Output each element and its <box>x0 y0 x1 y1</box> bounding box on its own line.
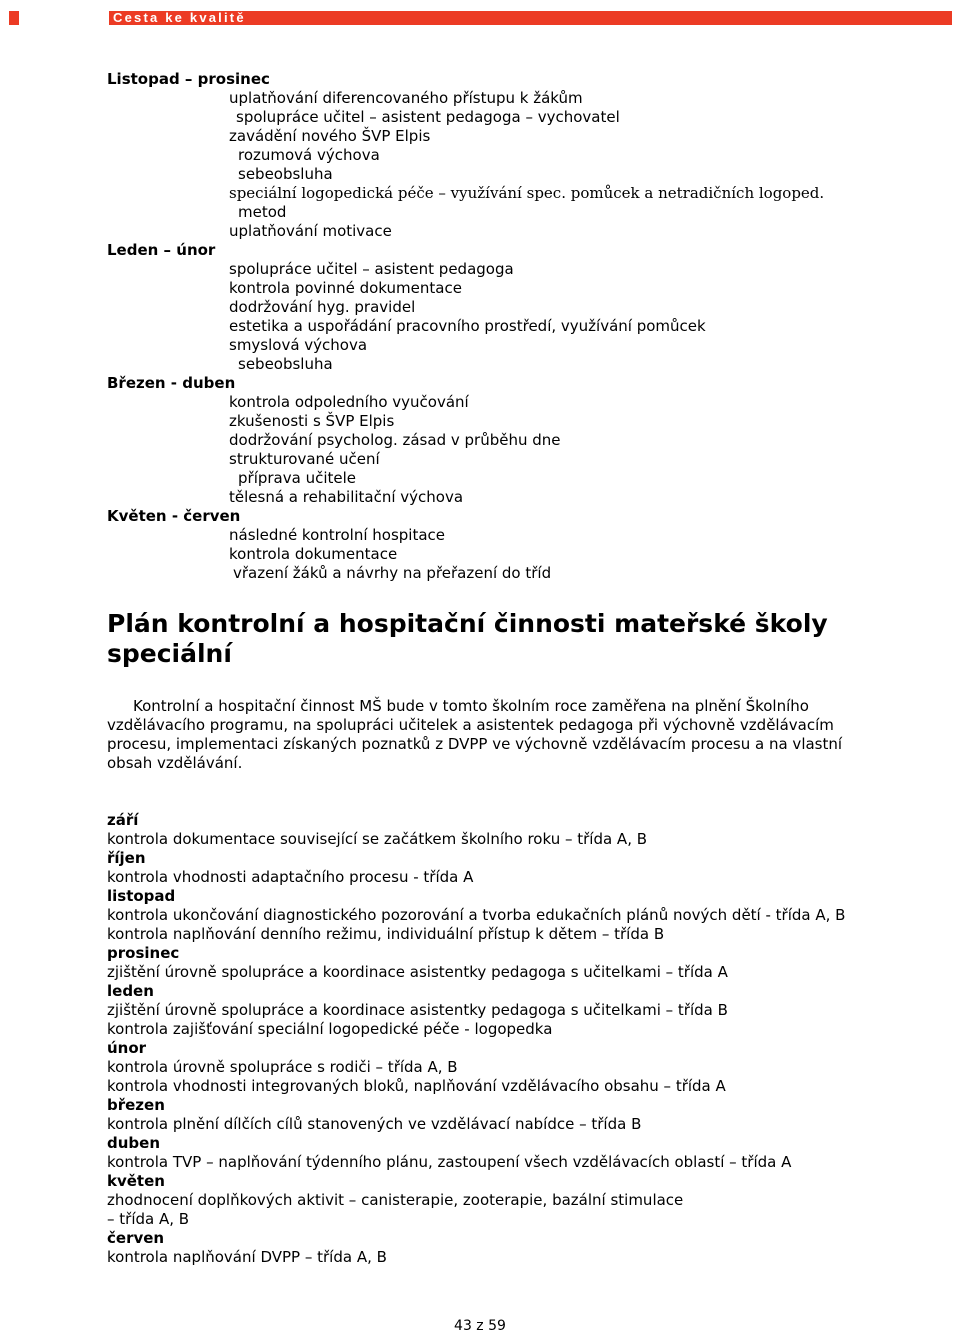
month-heading: duben <box>107 1134 161 1152</box>
section-title: Plán kontrolní a hospitační činnosti mateřské školy speciální <box>107 609 828 668</box>
list-item: kontrola vhodnosti integrovaných bloků, naplňování vzdělávacího obsahu – třída A <box>107 1077 726 1095</box>
list-item: sebeobsluha <box>238 355 333 373</box>
list-item: kontrola zajišťování speciální logopedické péče - logopedka <box>107 1020 553 1038</box>
month-heading: říjen <box>107 849 146 867</box>
list-item: kontrola povinné dokumentace <box>229 279 462 297</box>
month-heading: červen <box>107 1229 165 1247</box>
month-heading: květen <box>107 1172 165 1190</box>
month-heading: únor <box>107 1039 147 1057</box>
list-item: zhodnocení doplňkových aktivit – canisterapie, zooterapie, bazální stimulace <box>107 1191 684 1209</box>
list-item: tělesná a rehabilitační výchova <box>229 488 464 506</box>
list-item: příprava učitele <box>238 469 357 487</box>
list-item: spolupráce učitel – asistent pedagoga – vychovatel <box>236 108 620 126</box>
list-item: vřazení žáků a návrhy na přeřazení do tříd <box>233 564 552 582</box>
month-heading: září <box>107 811 139 829</box>
month-heading: březen <box>107 1096 165 1114</box>
list-item: kontrola vhodnosti adaptačního procesu - třída A <box>107 868 474 886</box>
header-square <box>9 11 19 25</box>
list-item: spolupráce učitel – asistent pedagoga <box>229 260 514 278</box>
list-item: následné kontrolní hospitace <box>229 526 446 544</box>
period-heading: Leden – únor <box>107 241 216 259</box>
page-number: 43 z 59 <box>454 1318 506 1334</box>
list-item: kontrola úrovně spolupráce s rodiči – třída A, B <box>107 1058 458 1076</box>
list-item: zkušenosti s ŠVP Elpis <box>229 412 395 430</box>
list-item: kontrola dokumentace <box>229 545 398 563</box>
month-heading: listopad <box>107 887 176 905</box>
page-header <box>9 11 952 25</box>
period-heading: Listopad – prosinec <box>107 70 270 88</box>
period-heading: Květen - červen <box>107 507 241 525</box>
list-item: kontrola plnění dílčích cílů stanovených ve vzdělávací nabídce – třída B <box>107 1115 642 1133</box>
list-item: – třída A, B <box>107 1210 190 1228</box>
month-heading: prosinec <box>107 944 180 962</box>
list-item: dodržování hyg. pravidel <box>229 298 416 316</box>
list-item: kontrola naplňování DVPP – třída A, B <box>107 1248 387 1266</box>
list-item: rozumová výchova <box>238 146 380 164</box>
list-item: zjištění úrovně spolupráce a koordinace asistentky pedagoga s učitelkami – třída B <box>107 1001 728 1019</box>
list-item: estetika a uspořádání pracovního prostředí, využívání pomůcek <box>229 317 706 335</box>
list-item: sebeobsluha <box>238 165 333 183</box>
intro-paragraph: Kontrolní a hospitační činnost MŠ bude v tomto školním roce zaměřena na plnění Školního vzdělávacího programu, na spolupráci učitelek a asistentek pedagoga při výchovně vzdělávacím procesu, implementaci získaných poznatků z DVPP ve výchovně vzdělávacím procesu a na vlastní obsah vzdělávání. <box>107 697 843 772</box>
list-item: dodržování psycholog. zásad v průběhu dne <box>229 431 561 449</box>
header-bar <box>109 11 952 25</box>
list-item: kontrola naplňování denního režimu, individuální přístup k dětem – třída B <box>107 925 665 943</box>
list-item: uplatňování motivace <box>229 222 392 240</box>
period-heading: Březen - duben <box>107 374 236 392</box>
list-item: strukturované učení <box>229 450 380 468</box>
list-item: kontrola TVP – naplňování týdenního plánu, zastoupení všech vzdělávacích oblastí – třída A <box>107 1153 792 1171</box>
list-item: kontrola ukončování diagnostického pozorování a tvorba edukačních plánů nových dětí - třída A, B <box>107 906 846 924</box>
list-item: metod <box>238 203 287 221</box>
list-item: zavádění nového ŠVP Elpis <box>229 127 431 145</box>
list-item: smyslová výchova <box>229 336 368 354</box>
list-item: zjištění úrovně spolupráce a koordinace asistentky pedagoga s učitelkami – třída A <box>107 963 728 981</box>
month-heading: leden <box>107 982 154 1000</box>
list-item: speciální logopedická péče – využívání spec. pomůcek a netradičních logoped. <box>229 184 825 202</box>
header-title: Cesta ke kvalitě <box>113 10 246 25</box>
list-item: uplatňování diferencovaného přístupu k žákům <box>229 89 583 107</box>
list-item: kontrola odpoledního vyučování <box>229 393 469 411</box>
list-item: kontrola dokumentace související se začátkem školního roku – třída A, B <box>107 830 648 848</box>
